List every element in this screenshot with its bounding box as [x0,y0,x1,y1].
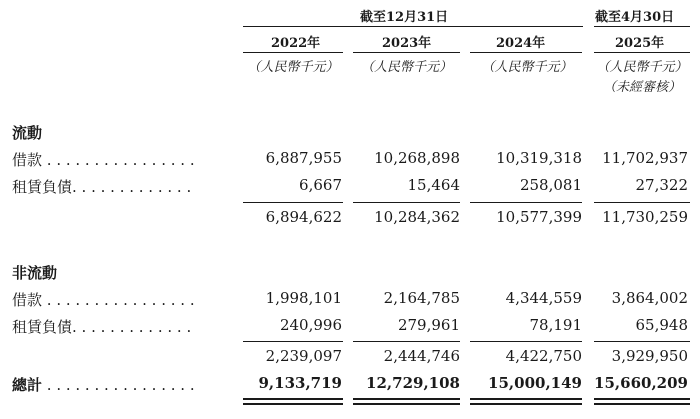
subtotal-rule-noncurrent [470,341,582,342]
total-value: 15,000,149 [488,374,582,392]
year-2023: 2023年 [382,36,432,51]
year-rule-2024 [470,52,582,53]
row-leader: . . . . . . . . . . . . . . . . [42,151,195,169]
year-2025: 2025年 [615,36,665,51]
cell: 27,322 [635,176,688,194]
unit-2025: （人民幣千元） [596,60,688,75]
cell: 6,667 [299,176,342,194]
total-double-rule [353,398,460,400]
row-current-lease-label [12,176,191,197]
cell: 258,081 [519,176,582,194]
row-current-borrowings-label [12,149,195,170]
cell: 10,319,318 [496,149,582,167]
row-noncurrent-lease-label [12,316,191,337]
header-group-dec31-rule [243,26,583,27]
unit-2023: （人民幣千元） [360,60,452,75]
cell: 1,998,101 [265,289,342,307]
subtotal-current: 10,284,362 [374,208,460,226]
header-group-dec31: 截至12月31日 [360,10,449,25]
total-value: 9,133,719 [258,374,342,392]
row-label-text: 租賃負債 [12,178,73,196]
subtotal-current: 6,894,622 [265,208,342,226]
row-leader: . . . . . . . . . . . . . [72,178,192,196]
row-leader: . . . . . . . . . . . . . . . . [42,291,195,309]
total-value: 15,660,209 [594,374,688,392]
year-rule-2022 [243,52,343,53]
subtotal-rule-noncurrent [353,341,460,342]
subtotal-current: 10,577,399 [496,208,582,226]
total-value: 12,729,108 [366,374,460,392]
cell: 15,464 [407,176,460,194]
subtotal-rule-current [594,202,690,203]
cell: 10,268,898 [374,149,460,167]
subtotal-rule-current [353,202,460,203]
year-2024: 2024年 [496,36,546,51]
total-double-rule [243,398,343,400]
subtotal-rule-noncurrent [594,341,690,342]
subtotal-rule-current [243,202,343,203]
total-double-rule [470,398,582,400]
subtotal-rule-noncurrent [243,341,343,342]
subtotal-current: 11,730,259 [602,208,688,226]
unit-2022: （人民幣千元） [247,60,339,75]
total-double-rule [470,403,582,405]
header-group-apr30: 截至4月30日 [595,10,675,25]
subtotal-noncurrent: 2,444,746 [383,347,460,365]
row-leader: . . . . . . . . . . . . . . . . [42,376,195,394]
cell: 279,961 [397,316,460,334]
row-label-text: 借款 [12,291,43,309]
subtotal-noncurrent: 3,929,950 [611,347,688,365]
total-double-rule [594,403,690,405]
section-title-noncurrent: 非流動 [12,264,58,282]
cell: 11,702,937 [602,149,688,167]
cell: 4,344,559 [505,289,582,307]
subtotal-noncurrent: 4,422,750 [505,347,582,365]
cell: 78,191 [529,316,582,334]
row-noncurrent-borrowings-label [12,289,195,310]
cell: 6,887,955 [265,149,342,167]
cell: 3,864,002 [611,289,688,307]
row-label-text: 租賃負債 [12,318,73,336]
cell: 240,996 [279,316,342,334]
unit-2024: （人民幣千元） [481,60,573,75]
subtotal-rule-current [470,202,582,203]
total-double-rule [353,403,460,405]
row-label-text: 借款 [12,151,43,169]
header-group-apr30-rule [594,26,690,27]
total-label [12,374,195,395]
cell: 65,948 [635,316,688,334]
cell: 2,164,785 [383,289,460,307]
unaudited-note: （未經審核） [602,80,681,95]
section-title-current: 流動 [12,124,43,142]
year-rule-2025 [594,52,690,53]
year-rule-2023 [353,52,460,53]
year-2022: 2022年 [271,36,321,51]
total-double-rule [243,403,343,405]
subtotal-noncurrent: 2,239,097 [265,347,342,365]
total-label-text: 總計 [12,376,43,394]
row-leader: . . . . . . . . . . . . . [72,318,192,336]
total-double-rule [594,398,690,400]
